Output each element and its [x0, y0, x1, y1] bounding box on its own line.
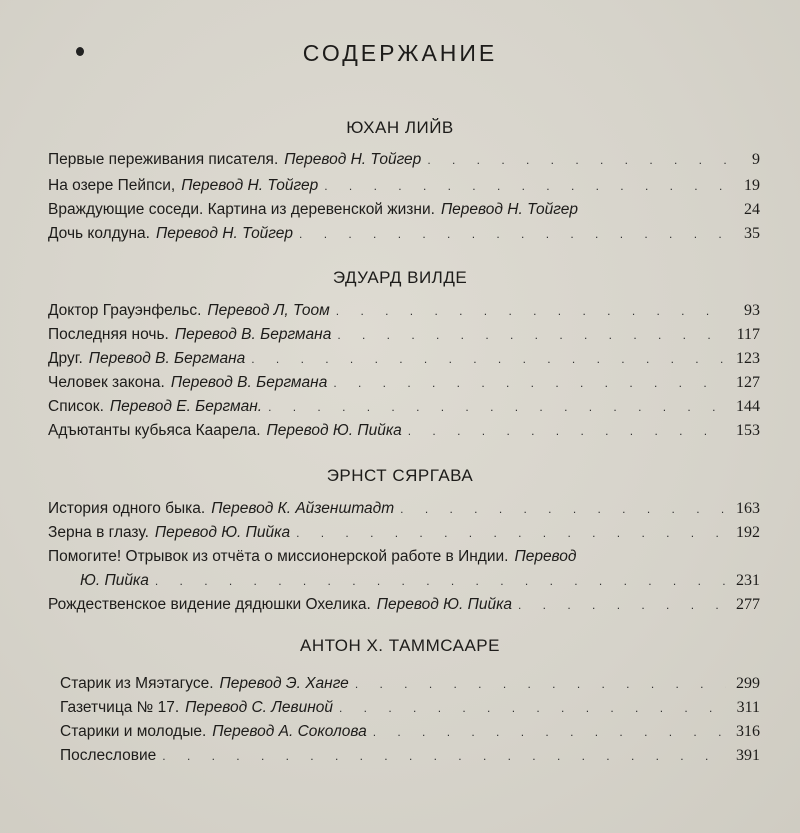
- toc-entry: [48, 302, 760, 320]
- toc-entry: [48, 225, 760, 243]
- toc-entry: [48, 422, 760, 440]
- toc-entry: [48, 524, 760, 542]
- entry-translator: Перевод В. Бергмана: [170, 374, 328, 391]
- entry-title: Рождественское видение дядюшки Охелика.: [48, 596, 371, 613]
- dot-leader: [373, 726, 726, 738]
- entry-title: Послесловие: [60, 747, 157, 764]
- toc-entry-line2: [80, 572, 760, 590]
- entry-page: 192: [736, 524, 760, 541]
- toc-entry: [60, 699, 760, 717]
- entry-page: 24: [744, 201, 760, 218]
- entry-page: 93: [744, 302, 760, 319]
- entry-page: 231: [736, 572, 760, 589]
- entry-translator: Перевод Ю. Пийка: [376, 596, 513, 613]
- toc-entry: [60, 747, 760, 765]
- entry-title: Друг.: [48, 350, 83, 367]
- entry-translator: Перевод: [514, 548, 577, 565]
- entry-title: Список.: [48, 398, 104, 415]
- entry-translator: Перевод Э. Ханге: [219, 675, 349, 692]
- dot-leader: [408, 425, 726, 437]
- entry-translator: Перевод Л, Тоом: [207, 302, 330, 319]
- entry-page: 277: [736, 596, 760, 613]
- toc-entry: [48, 500, 760, 518]
- dot-leader: [155, 575, 726, 587]
- entry-translator: Перевод К. Айзенштадт: [211, 500, 395, 517]
- section-heading: ЮХАН ЛИЙВ: [346, 118, 454, 137]
- toc-entry: [48, 398, 760, 416]
- toc-entry: [60, 723, 760, 741]
- dot-leader: [299, 228, 726, 240]
- entry-translator: Перевод Н. Тойгер: [181, 177, 319, 194]
- dot-leader: [296, 527, 726, 539]
- entry-translator: Перевод Ю. Пийка: [266, 422, 402, 439]
- entry-translator: Перевод Ю. Пийка: [154, 524, 291, 541]
- entry-page: 299: [736, 675, 760, 692]
- entry-title: Первые переживания писателя.: [48, 151, 279, 168]
- entry-page: 19: [744, 177, 760, 194]
- toc-entry: [48, 177, 760, 195]
- entry-title: Зерна в глазу.: [48, 524, 149, 541]
- entry-page: 163: [736, 500, 760, 517]
- entry-title: Человек закона.: [48, 374, 165, 391]
- entry-translator: Перевод В. Бергмана: [88, 350, 246, 367]
- entry-title: Последняя ночь.: [48, 326, 169, 343]
- toc-entry-line1: [48, 548, 760, 566]
- entry-page: 9: [752, 151, 760, 168]
- entry-translator: Перевод А. Соколова: [212, 723, 367, 740]
- entry-page: 144: [736, 398, 760, 415]
- dot-leader: [518, 599, 726, 611]
- entry-title: Доктор Грауэнфельс.: [48, 302, 202, 319]
- entry-translator: Перевод Н. Тойгер: [284, 151, 422, 168]
- section-heading: ЭРНСТ СЯРГАВА: [326, 466, 474, 485]
- dot-leader: [336, 305, 726, 317]
- toc-entry: [48, 374, 760, 392]
- dot-leader: [339, 702, 726, 714]
- entry-title: Старики и молодые.: [60, 723, 207, 740]
- dot-leader: [427, 154, 726, 166]
- toc-entry: [48, 201, 760, 219]
- entry-page: 391: [736, 747, 760, 764]
- entry-page: 311: [736, 699, 760, 716]
- entry-translator-cont: Ю. Пийка: [80, 572, 149, 589]
- entry-page: 117: [736, 326, 760, 343]
- entry-page: 127: [736, 374, 760, 391]
- entry-page: 35: [744, 225, 760, 242]
- dot-leader: [355, 678, 726, 690]
- dot-leader: [162, 750, 726, 762]
- dot-leader: [333, 377, 726, 389]
- entry-title: Дочь колдуна.: [48, 225, 150, 242]
- toc-entry: [60, 675, 760, 693]
- dot-leader: [324, 180, 726, 192]
- section-heading: АНТОН Х. ТАММСААРЕ: [300, 636, 500, 655]
- entry-title: На озере Пейпси,: [48, 177, 176, 194]
- entry-title: История одного быка.: [48, 500, 206, 517]
- page-title: СОДЕРЖАНИЕ: [302, 40, 498, 66]
- section-heading: ЭДУАРД ВИЛДЕ: [332, 268, 468, 287]
- entry-title: Адъютанты кубьяса Каарела.: [48, 422, 261, 439]
- entry-title: Враждующие соседи. Картина из деревенской жизни.: [48, 201, 435, 218]
- entry-title: Старик из Мяэтагусе.: [60, 675, 214, 692]
- entry-translator: Перевод Н. Тойгер: [155, 225, 294, 242]
- dot-leader: [337, 329, 726, 341]
- entry-page: 153: [736, 422, 760, 439]
- entry-title: Помогите! Отрывок из отчёта о миссионерской работе в Индии.: [48, 548, 509, 565]
- dot-leader: [268, 401, 726, 413]
- dot-leader: [400, 503, 726, 515]
- entry-page: 316: [736, 723, 760, 740]
- entry-page: 123: [736, 350, 760, 367]
- toc-entry: [48, 350, 760, 368]
- entry-translator: Перевод С. Левиной: [185, 699, 334, 716]
- entry-translator: Перевод Н. Тойгер: [440, 201, 578, 218]
- entry-translator: Перевод В. Бергмана: [174, 326, 332, 343]
- dot-leader: [251, 353, 726, 365]
- toc-entry: [48, 596, 760, 614]
- entry-title: Газетчица № 17.: [60, 699, 180, 716]
- toc-entry: [48, 326, 760, 344]
- toc-entry: [48, 151, 760, 169]
- entry-translator: Перевод Е. Бергман.: [109, 398, 263, 415]
